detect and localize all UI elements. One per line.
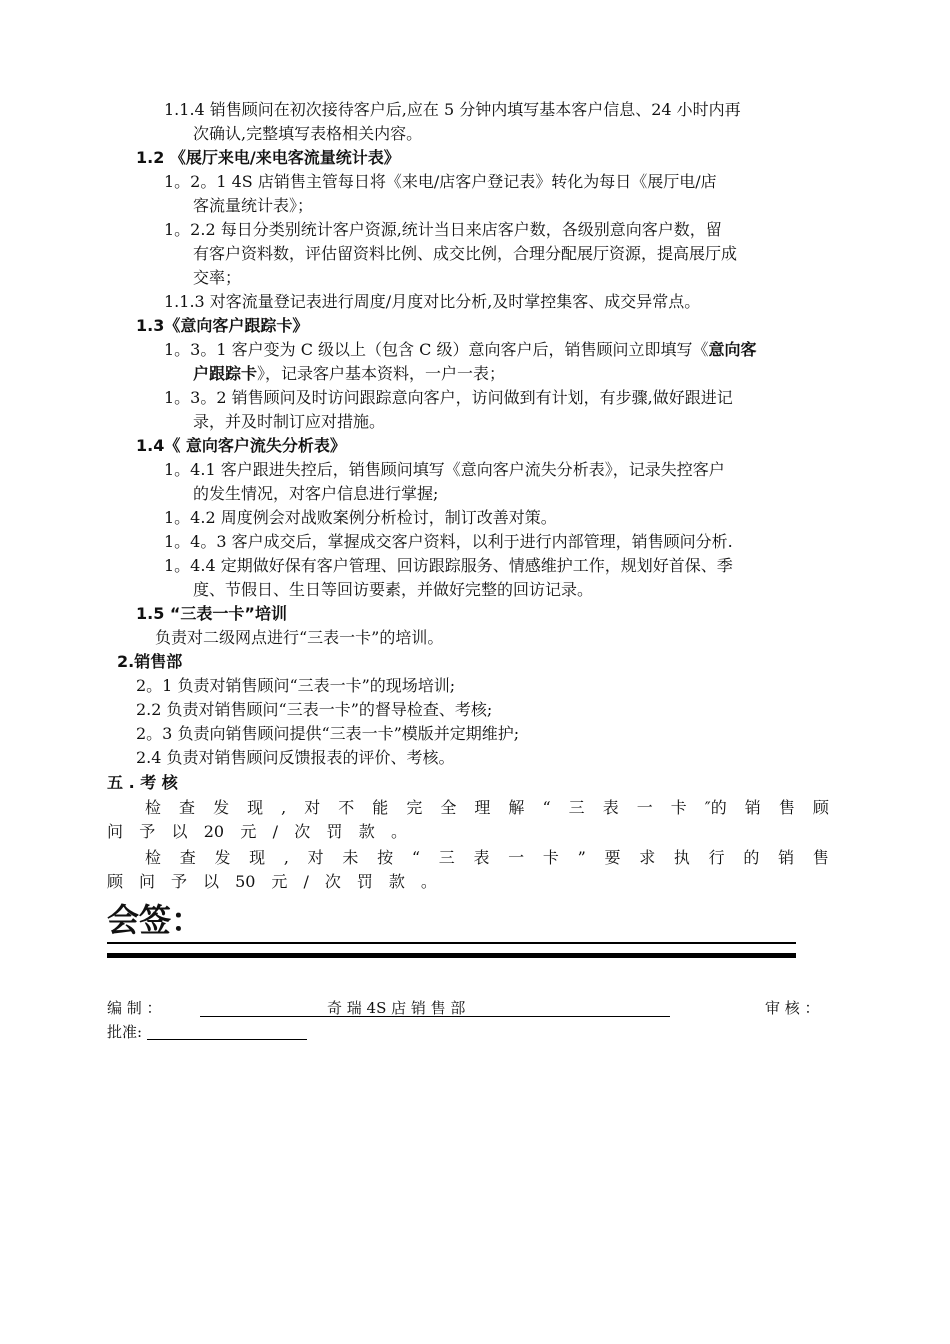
spaced-char: 现 <box>249 848 266 867</box>
section-1-4-heading: 1.4《 意向客户流失分析表》 <box>136 436 346 455</box>
section-5-heading: 五 . 考 核 <box>107 773 178 792</box>
spaced-char: 以 <box>171 822 188 841</box>
spaced-char: 一 <box>508 848 525 867</box>
item-1-4-1-line2: 的发生情况，对客户信息进行掌握; <box>193 484 439 503</box>
spaced-char: 现 <box>247 798 264 817</box>
spaced-char: 执 <box>673 848 690 867</box>
spaced-char: 销 <box>778 848 795 867</box>
spaced-char: 要 <box>604 848 621 867</box>
spaced-char: 款 <box>358 822 375 841</box>
spaced-char: 查 <box>179 798 196 817</box>
item-1-3-2-line2: 录，并及时制订应对措施。 <box>193 412 386 431</box>
item-1-4-4-line1: 1。4.4 定期做好保有客户管理、回访跟踪服务、情感维护工作，规划好首保、季 <box>164 556 733 575</box>
spaced-char: 三 <box>438 848 455 867</box>
section-1-3-heading: 1.3《意向客户跟踪卡》 <box>136 316 309 335</box>
spaced-char: 予 <box>171 872 188 891</box>
spaced-char: 发 <box>214 848 231 867</box>
spaced-char: 检 <box>145 798 162 817</box>
spaced-char: 20 <box>203 822 225 841</box>
spaced-char: 罚 <box>326 822 343 841</box>
review-label: 审 核 ： <box>765 999 820 1017</box>
spaced-char: 对 <box>307 848 324 867</box>
spaced-char: 按 <box>377 848 394 867</box>
spaced-char: “ <box>411 848 421 867</box>
spaced-char: 顾 <box>812 798 829 817</box>
item-2-2: 2.2 负责对销售顾问“三表一卡”的督导检查、考核; <box>136 700 493 719</box>
item-1-4-2-line1: 1。4.2 周度例会对战败案例分析检讨，制订改善对策。 <box>164 508 557 527</box>
item-1-3-2-line1: 1。3。2 销售顾问及时访问跟踪意向客户，访问做到有计划，有步骤,做好跟进记 <box>164 388 733 407</box>
spaced-char: 次 <box>294 822 311 841</box>
spaced-char: , <box>281 798 287 817</box>
spaced-char: 。 <box>390 822 407 841</box>
spaced-char: “ <box>542 798 551 817</box>
item-1-4-1-line1: 1。4.1 客户跟进失控后，销售顾问填写《意向客户流失分析表》，记录失控客户 <box>164 460 725 479</box>
spaced-char: 问 <box>107 822 124 841</box>
item-1-1-4-line2: 次确认,完整填写表格相关内容。 <box>193 124 423 143</box>
section-2-heading: 2.销售部 <box>117 652 183 671</box>
spaced-char: 款 <box>388 872 405 891</box>
spaced-char: 的 <box>743 848 760 867</box>
spaced-char: 销 <box>744 798 761 817</box>
section-1-5-body: 负责对二级网点进行“三表一卡”的培训。 <box>155 628 444 647</box>
spaced-char: / <box>303 872 309 891</box>
penalty-2-line2 <box>107 870 437 894</box>
item-1-2-2-line3: 交率； <box>193 268 242 287</box>
spaced-char: 完 <box>406 798 423 817</box>
compile-value: 奇 瑞 4S 店 销 售 部 <box>327 999 466 1017</box>
spaced-char: 解 <box>508 798 525 817</box>
signoff-title: 会签： <box>107 901 204 939</box>
spaced-char: 卡 <box>670 798 687 817</box>
spaced-char: 能 <box>372 798 389 817</box>
spaced-char: / <box>272 822 278 841</box>
spaced-char: 理 <box>474 798 491 817</box>
spaced-char: 问 <box>139 872 156 891</box>
item-1-4-4-line2: 度、节假日、生日等回访要素，并做好完整的回访记录。 <box>193 580 594 599</box>
card-name-part2: 户跟踪卡 <box>193 364 258 383</box>
spaced-char: 。 <box>420 872 437 891</box>
spaced-char: 不 <box>338 798 355 817</box>
item-1-2-1-line1: 1。2。1 4S 店销售主管每日将《来电/店客户登记表》转化为每日《展厅电/店 <box>164 172 717 191</box>
item-1-2-2-line2: 有客户资料数，评估留资料比例、成交比例，合理分配展厅资源，提高展厅成 <box>193 244 738 263</box>
signoff-rule-thick <box>107 953 796 958</box>
spaced-char: 表 <box>602 798 619 817</box>
spaced-char: 顾 <box>107 872 124 891</box>
section-1-2-heading: 1.2 《展厅来电/来电客流量统计表》 <box>136 148 400 167</box>
spaced-char: 罚 <box>356 872 373 891</box>
approve-underline <box>147 1019 307 1040</box>
spaced-char: 发 <box>213 798 230 817</box>
section-1-5-heading: 1.5 “三表一卡”培训 <box>136 604 287 623</box>
spaced-char: 行 <box>708 848 725 867</box>
item-1-1-4-line1: 1.1.4 销售顾问在初次接待客户后,应在 5 分钟内填写基本客户信息、24 小时内再 <box>164 100 741 119</box>
spaced-char: 50 <box>235 872 256 891</box>
spaced-char: 卡 <box>542 848 559 867</box>
spaced-char: 售 <box>812 848 829 867</box>
spaced-char: 查 <box>179 848 196 867</box>
item-1-2-1-line2: 客流量统计表》； <box>193 196 314 215</box>
spaced-char: 元 <box>271 872 288 891</box>
spaced-char: 求 <box>639 848 656 867</box>
penalty-2-line1 <box>145 846 829 870</box>
spaced-char: 售 <box>778 798 795 817</box>
signoff-rule-thin <box>107 942 796 944</box>
spaced-char: , <box>283 848 289 867</box>
item-2-4: 2.4 负责对销售顾问反馈报表的评价、考核。 <box>136 748 455 767</box>
approve-label: 批准: <box>107 1023 143 1041</box>
spaced-char: 未 <box>342 848 359 867</box>
spaced-char: ″的 <box>704 798 727 817</box>
spaced-char: 三 <box>568 798 585 817</box>
spaced-char: 表 <box>473 848 490 867</box>
card-name-part1: 意向客 <box>708 340 757 359</box>
spaced-char: 全 <box>440 798 457 817</box>
penalty-1-line1 <box>145 796 829 820</box>
spaced-char: 次 <box>324 872 341 891</box>
spaced-char: 一 <box>636 798 653 817</box>
item-2-3: 2。3 负责向销售顾问提供“三表一卡”模版并定期维护; <box>136 724 520 743</box>
item-1-3-1-line1 <box>164 338 756 362</box>
item-1-3-1-line2-text: 》，记录客户基本资料，一户一表； <box>257 364 506 383</box>
item-1-2-2-line1: 1。2.2 每日分类别统计客户资源,统计当日来店客户数，各级别意向客户数，留 <box>164 220 722 239</box>
spaced-char: 予 <box>139 822 156 841</box>
spaced-char: 检 <box>145 848 162 867</box>
item-1-3-1-line2 <box>193 362 505 386</box>
penalty-1-line2 <box>107 820 407 844</box>
item-1-3-1-line1-text: 1。3。1 客户变为 C 级以上（包含 C 级）意向客户后，销售顾问立即填写《 <box>164 340 709 359</box>
compile-label: 编 制 ： <box>107 999 162 1017</box>
spaced-char: ” <box>577 848 586 867</box>
spaced-char: 以 <box>203 872 220 891</box>
item-1-1-3-line1: 1.1.3 对客流量登记表进行周度/月度对比分析,及时掌控集客、成交异常点。 <box>164 292 701 311</box>
spaced-char: 对 <box>304 798 321 817</box>
item-2-1: 2。1 负责对销售顾问“三表一卡”的现场培训; <box>136 676 456 695</box>
spaced-char: 元 <box>240 822 257 841</box>
item-1-4-3-line1: 1。4。3 客户成交后，掌握成交客户资料，以利于进行内部管理，销售顾问分析. <box>164 532 733 551</box>
